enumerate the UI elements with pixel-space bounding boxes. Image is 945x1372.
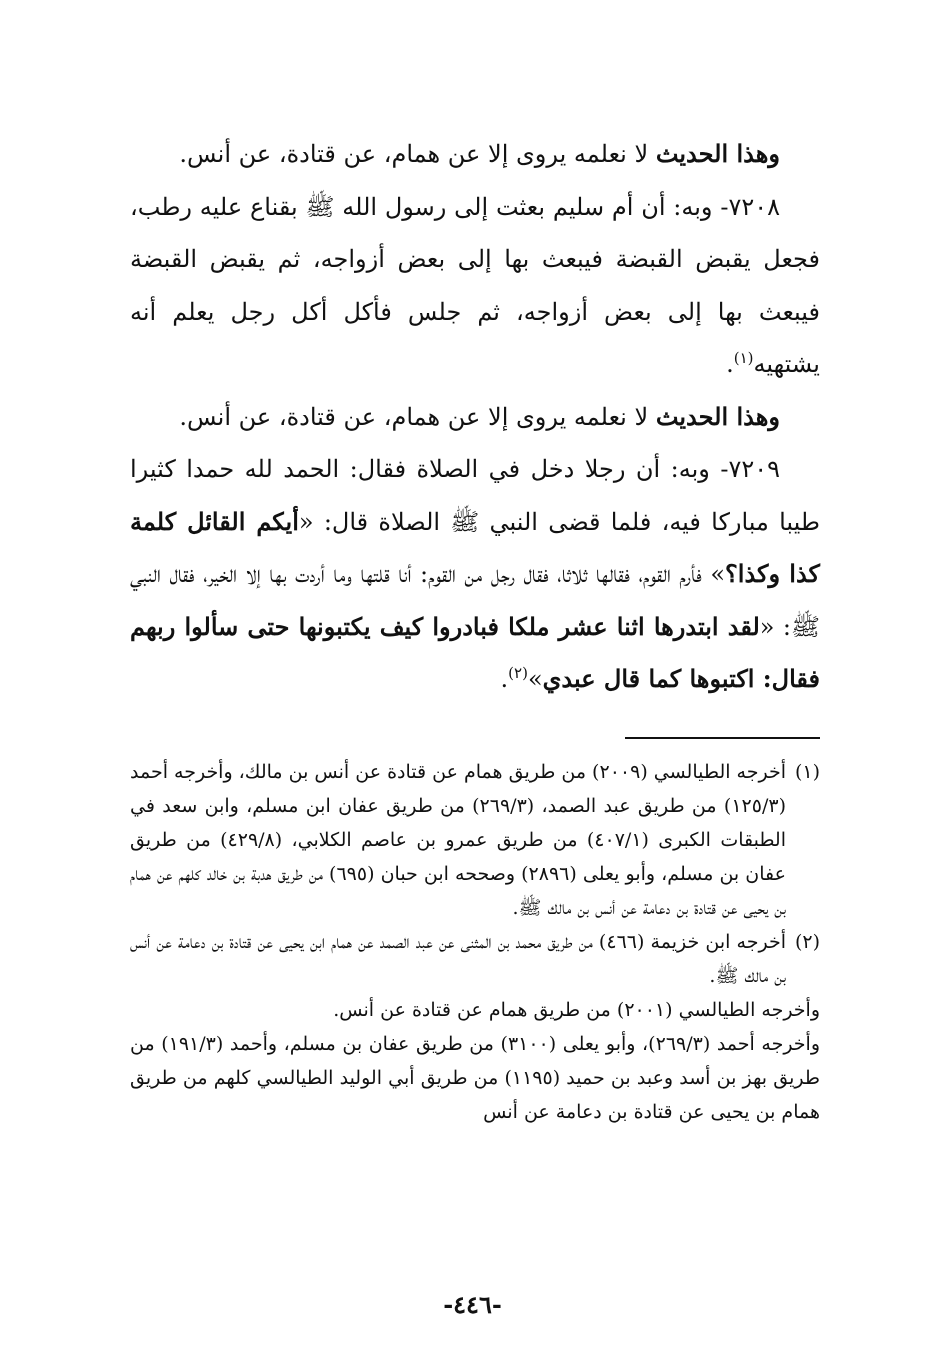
paragraph-text: ٧٢٠٩- وبه: أن رجلا دخل في الصلاة فقال: الحمد لله حمدا كثيرا طيبا مباركا فيه، فلما قضى النبي ﷺ الصلاة قال: « bbox=[130, 455, 820, 536]
footnote-marker-1[interactable]: (١) bbox=[733, 349, 754, 367]
footnote-text: وأخرجه أحمد (٢٦٩/٣)، وأبو يعلى (٣١٠٠) من طريق عفان بن مسلم، وأحمد (١٩١/٣) من طريق بهز بن أسد وعبد بن حميد (١١٩٥) من طريق أبي الوليد الطيالسي كلهم من طريق همام بن يحيى عن قتادة بن دعامة عن أنس bbox=[130, 1033, 821, 1123]
footnote-1 bbox=[130, 755, 820, 925]
bold-phrase: وهذا الحديث bbox=[655, 139, 780, 168]
footnote-number: (٢) bbox=[794, 931, 820, 953]
footnote-2-continued bbox=[130, 993, 820, 1027]
footnote-text: أخرجه ابن خزيمة (٤٦٦) من طريق محمد بن المثنى عن عبد الصمد عن همام ابن يحيى عن قتادة بن دعامة عن أنس بن مالك ﷺ. bbox=[130, 931, 786, 987]
paragraph-end: . bbox=[726, 350, 734, 378]
paragraph-hadith-7208 bbox=[130, 181, 820, 391]
bold-phrase: وهذا الحديث bbox=[655, 401, 780, 431]
paragraph-text: » bbox=[527, 665, 543, 693]
paragraph-text: » فأرم القوم، فقالها ثلاثا، فقال رجل من القوم: أنا قلتها وما أردت بها إلا الخير، فقال النبي ﷺ: « bbox=[130, 560, 820, 641]
main-text bbox=[130, 128, 820, 706]
paragraph-text: لا نعلمه يروى إلا عن همام، عن قتادة، عن أنس. bbox=[179, 402, 656, 431]
paragraph-3 bbox=[130, 391, 820, 444]
paragraph-text: لا نعلمه يروى إلا عن همام، عن قتادة، عن أنس. bbox=[179, 140, 656, 168]
hadith-quote-bold: أيكم القائل كلمة كذا وكذا؟ bbox=[130, 506, 820, 588]
footnote-text: وأخرجه الطيالسي (٢٠٠١) من طريق همام عن قتادة عن أنس. bbox=[333, 999, 820, 1021]
footnote-2-continued bbox=[130, 1027, 820, 1129]
footnote-marker-2[interactable]: (٢) bbox=[508, 664, 528, 682]
footnote-separator bbox=[625, 737, 820, 739]
paragraph-1 bbox=[130, 128, 820, 181]
footnote-text: أخرجه الطيالسي (٢٠٠٩) من طريق همام عن قتادة عن أنس بن مالك، وأخرجه أحمد (١٢٥/٣) من طريق عبد الصمد، (٢٦٩/٣) من طريق عفان ابن مسلم، وابن سعد في الطبقات الكبرى (٤٠٧/١) من طريق عمرو بن عاصم الكلابي، (٤٢٩/٨) من طريق عفان بن مسلم، وأبو يعلى (٢٨٩٦) وصححه ابن حبان (٦٩٥) من طريق هدبة بن خالد كلهم عن همام بن يحيى عن قتادة بن دعامة عن أنس بن مالك ﷺ. bbox=[130, 761, 786, 919]
footnote-number: (١) bbox=[794, 761, 820, 783]
page-number: -٤٤٦- bbox=[443, 1290, 502, 1319]
footnote-2 bbox=[130, 925, 820, 993]
footnotes bbox=[130, 755, 820, 1129]
paragraph-end: . bbox=[500, 665, 509, 693]
paragraph-text: ٧٢٠٨- وبه: أن أم سليم بعثت إلى رسول الله ﷺ بقناع عليه رطب، فجعل يقبض القبضة فيبعث بها إلى بعض أزواجه، ثم يقبض القبضة فيبعث بها إلى بعض أزواجه، ثم جلس فأكل أكل رجل يعلم أنه يشتهيه bbox=[130, 192, 820, 378]
hadith-quote-bold: لقد ابتدرها اثنا عشر ملكا فبادروا كيف يكتبونها حتى سألوا ربهم فقال: اكتبوها كما قال عبدي bbox=[130, 611, 820, 693]
paragraph-hadith-7209 bbox=[130, 443, 820, 706]
